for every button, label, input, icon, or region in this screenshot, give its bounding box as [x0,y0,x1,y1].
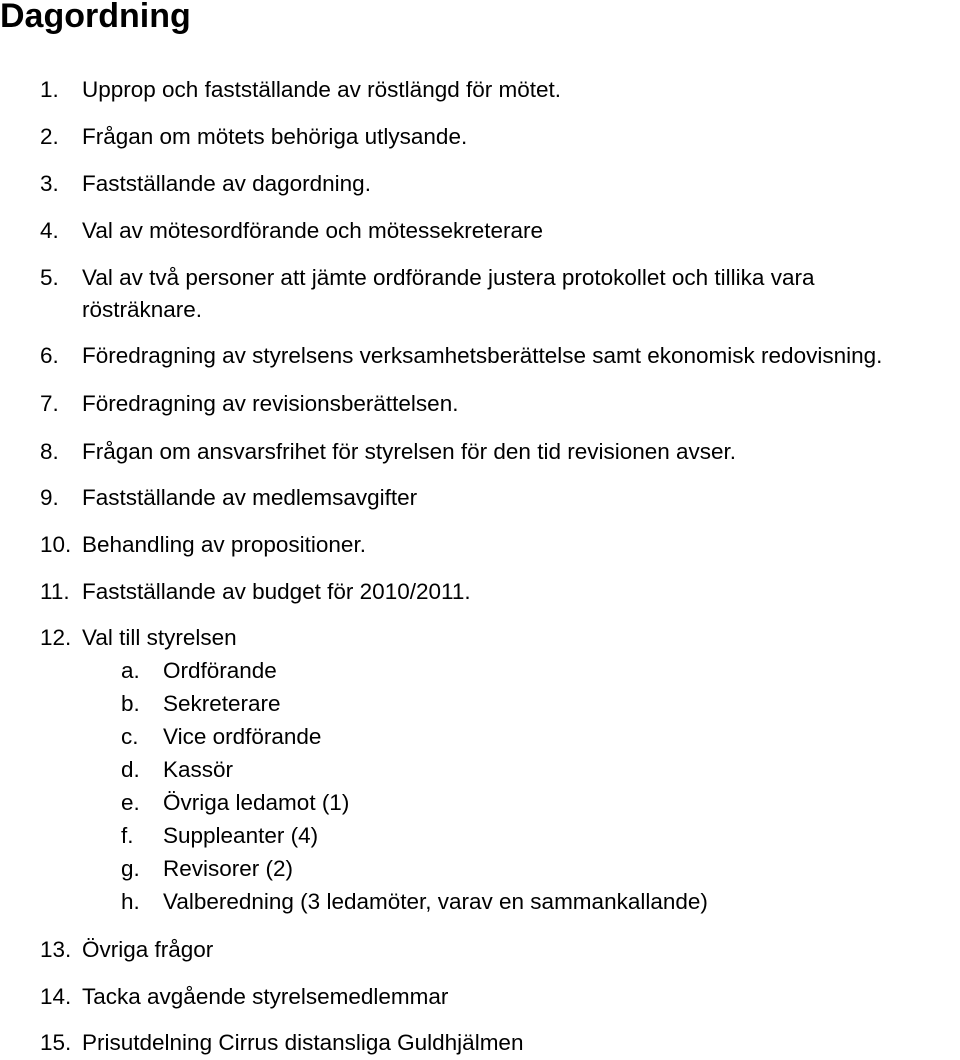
agenda-item-number: 3. [40,171,59,196]
agenda-item-text: Val av två personer att jämte ordförande justera protokollet och tillika vara [82,265,815,290]
agenda-subitem-h [121,887,921,917]
agenda-subitem-text: Revisorer (2) [163,856,294,881]
agenda-item-number: 11. [40,579,70,604]
agenda-item-number: 15. [40,1030,72,1055]
agenda-item-14 [40,982,960,1012]
agenda-subitem-text: Övriga ledamot (1) [163,790,350,815]
agenda-subitem-text: Valberedning (3 ledamöter, varav en sammankallande) [163,889,708,914]
agenda-item-number: 2. [40,124,59,149]
agenda-item-text: Fastställande av dagordning. [82,171,371,196]
agenda-item-text: Frågan om mötets behöriga utlysande. [82,124,468,149]
agenda-item-text: Övriga frågor [82,937,214,962]
agenda-subitem-letter: e. [121,790,140,815]
agenda-item-number: 10. [40,532,72,557]
agenda-item-number: 14. [40,984,72,1009]
agenda-subitem-letter: b. [121,691,140,716]
agenda-item-9 [40,483,960,513]
agenda-item-7 [40,389,960,419]
agenda-item-text: Behandling av propositioner. [82,532,366,557]
agenda-item-text: Val av mötesordförande och mötessekreterare [82,218,544,243]
agenda-item-4 [40,216,960,246]
agenda-item-13 [40,935,960,965]
agenda-item-12 [40,623,960,653]
agenda-item-text: Föredragning av styrelsens verksamhetsberättelse samt ekonomisk redovisning. [82,343,883,368]
agenda-item-1 [40,75,960,105]
agenda-subitem-text: Vice ordförande [163,724,322,749]
agenda-subitem-text: Sekreterare [163,691,281,716]
agenda-subitem-f [121,821,921,851]
agenda-item-number: 12. [40,625,72,650]
agenda-subitem-g [121,854,921,884]
agenda-item-text: Frågan om ansvarsfrihet för styrelsen för den tid revisionen avser. [82,439,737,464]
agenda-item-number: 4. [40,218,59,243]
agenda-item-text: Val till styrelsen [82,625,237,650]
agenda-item-number: 9. [40,485,59,510]
agenda-subitem-e [121,788,921,818]
agenda-subitem-letter: f. [121,823,134,848]
agenda-item-number: 5. [40,265,59,290]
agenda-item-text: Tacka avgående styrelsemedlemmar [82,984,449,1009]
agenda-item-6 [40,341,960,371]
agenda-subitem-letter: d. [121,757,140,782]
agenda-item-number: 7. [40,391,59,416]
agenda-item-3 [40,169,960,199]
agenda-item-number: 1. [40,77,59,102]
agenda-subitem-letter: a. [121,658,140,683]
agenda-item-11 [40,577,960,607]
agenda-subitem-text: Suppleanter (4) [163,823,319,848]
agenda-subitem-text: Kassör [163,757,234,782]
agenda-subitem-d [121,755,921,785]
agenda-subitem-b [121,689,921,719]
agenda-item-text: Prisutdelning Cirrus distansliga Guldhjälmen [82,1030,524,1055]
agenda-subitem-text: Ordförande [163,658,277,683]
agenda-subitem-letter: g. [121,856,140,881]
document-title: Dagordning [0,0,191,35]
agenda-subitem-letter: h. [121,889,140,914]
agenda-item-text: Fastställande av budget för 2010/2011. [82,579,471,604]
agenda-item-text: Föredragning av revisionsberättelsen. [82,391,459,416]
agenda-subitem-c [121,722,921,752]
agenda-item-5-continuation: rösträknare. [82,297,203,322]
agenda-subitem-letter: c. [121,724,139,749]
agenda-item-8 [40,437,960,467]
agenda-subitem-a [121,656,921,686]
agenda-item-number: 8. [40,439,59,464]
agenda-item-15 [40,1028,960,1058]
agenda-item-2 [40,122,960,152]
agenda-item-text: Fastställande av medlemsavgifter [82,485,418,510]
agenda-item-text: Upprop och fastställande av röstlängd för mötet. [82,77,562,102]
agenda-item-10 [40,530,960,560]
agenda-item-number: 13. [40,937,72,962]
agenda-item-number: 6. [40,343,59,368]
agenda-item-5 [40,263,960,293]
